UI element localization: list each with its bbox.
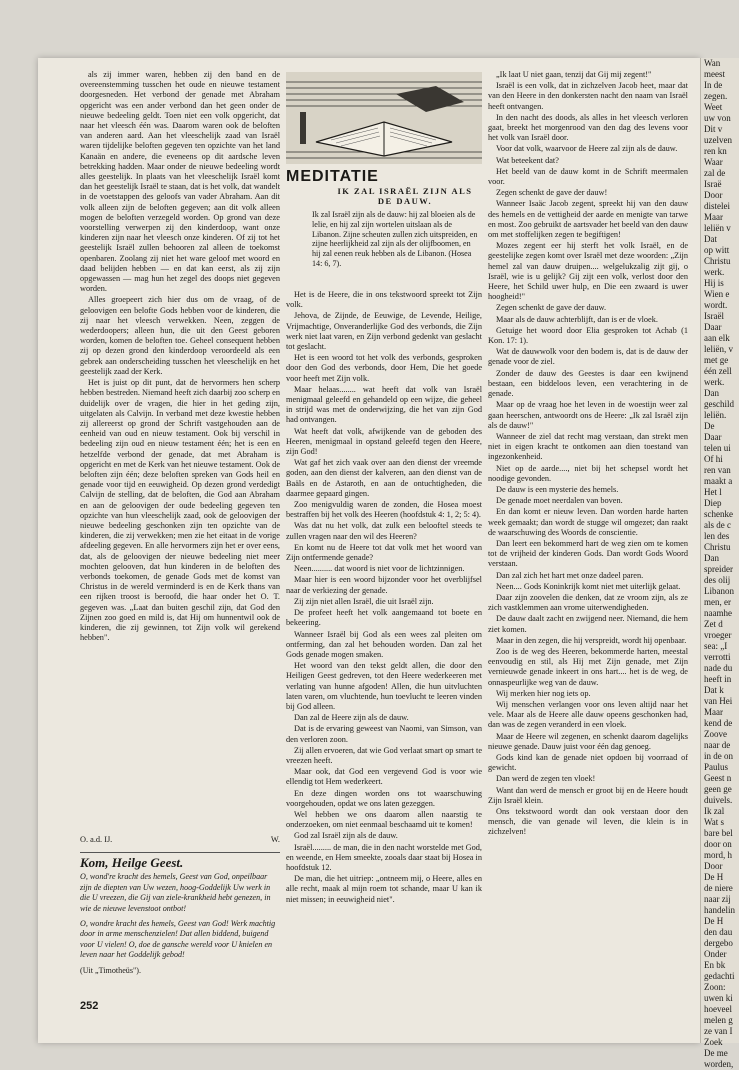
edge-text-fragment: Wan bbox=[704, 58, 721, 68]
edge-text-fragment: geschild bbox=[704, 399, 734, 409]
signature-initials: O. a.d. IJ. bbox=[80, 835, 113, 844]
paragraph: Zegen schenkt de gave der dauw. bbox=[496, 303, 607, 313]
edge-text-fragment: men, er bbox=[704, 597, 731, 607]
paragraph: Wat beteekent dat? bbox=[496, 155, 559, 165]
edge-text-fragment: De bbox=[704, 421, 715, 431]
edge-text-fragment: In de bbox=[704, 80, 723, 90]
edge-text-fragment: leliën. bbox=[704, 410, 727, 420]
edge-text-fragment: sea: „I bbox=[704, 641, 728, 651]
edge-text-fragment: telen ui bbox=[704, 443, 731, 453]
paragraph: Voor dat volk, waarvoor de Heere zal zijn als de dauw. bbox=[496, 144, 678, 154]
paragraph: Dan zal zich het hart met onze dadeel paren. bbox=[496, 570, 644, 580]
edge-text-fragment: Maar bbox=[704, 707, 723, 717]
edge-text-fragment: uw von bbox=[704, 113, 731, 123]
paragraph: Israël......... de man, die in den nacht worstelde met God, en weende, en Hem smeekte, zooals daar staat bij Hosea in hoofdstuk 12. bbox=[286, 842, 482, 872]
edge-text-fragment: ze van I bbox=[704, 1026, 733, 1036]
article-signature bbox=[80, 835, 280, 844]
paragraph: Wanneer de ziel dat recht mag verstaan, dan strekt men niet in eigen kracht te ontkomen aan dien toestand van ingezonkenheid. bbox=[488, 431, 688, 462]
edge-text-fragment: met ge bbox=[704, 355, 729, 365]
edge-text-fragment: naamhe bbox=[704, 608, 732, 618]
edge-text-fragment: Waar bbox=[704, 157, 723, 167]
edge-text-fragment: meest bbox=[704, 69, 725, 79]
edge-text-fragment: uzelven bbox=[704, 135, 732, 145]
edge-text-fragment: Zoove bbox=[704, 729, 727, 739]
paragraph: De genade moet neerdalen van boven. bbox=[496, 496, 623, 506]
edge-text-fragment: Wien e bbox=[704, 289, 730, 299]
edge-text-fragment: Onder bbox=[704, 949, 727, 959]
edge-text-fragment: melen g bbox=[704, 1015, 733, 1025]
paragraph: Gods kind kan de genade niet opdoen bij voorraad of gewicht. bbox=[488, 753, 688, 773]
poem-title: Kom, Heilge Geest. bbox=[80, 855, 184, 870]
paragraph: God zal Israël zijn als de dauw. bbox=[294, 831, 398, 841]
edge-text-fragment: Dit v bbox=[704, 124, 723, 134]
paragraph: Neen.... Gods Koninkrijk komt niet met uiterlijk gelaat. bbox=[496, 581, 681, 591]
edge-text-fragment: in de on bbox=[704, 751, 733, 761]
paragraph: Het is de Heere, die in ons tekstwoord spreekt tot Zijn volk. bbox=[286, 290, 482, 310]
edge-text-fragment: Paulus bbox=[704, 762, 729, 772]
paragraph: En dan komt er nieuw leven. Dan worden harde harten week gemaakt; dan wordt de stugge wil omgezet; dan raakt de waarschuwing des Woords de conscientie. bbox=[488, 507, 688, 537]
edge-text-fragment: Wat s bbox=[704, 817, 725, 827]
paragraph: In den nacht des doods, als alles in het vleesch verloren gaat, breekt het morgenrood van den dag des levens voor het volk van Israël door. bbox=[488, 112, 688, 143]
paragraph: Maar in den zegen, die hij verspreidt, wordt hij openbaar. bbox=[496, 635, 687, 645]
edge-text-fragment: maakt a bbox=[704, 476, 733, 486]
edge-text-fragment: En bk bbox=[704, 960, 726, 970]
edge-text-fragment: op witt bbox=[704, 245, 730, 255]
paragraph: Maar hier is een woord bijzonder voor het overblijfsel naar de verkiezing der genade. bbox=[286, 575, 482, 595]
paragraph: Het is juist op dit punt, dat de hervormers hen scherp hebben bestreden. Niemand heeft zich daarbij zoo scherp en duidelijk over de vragen, die hier in het geding zijn, uitgelaten als Calvijn. In verband met deze kwestie hebben zij allereerst op grond der Schrift vastgehouden aan de eenheid van oud en nieuw testament. Ook bij verschil in bedeeling zijn oud en nieuw testament één; het is een en hetzelfde verbond der genade, dat met Abraham is opgericht en met de Kerk van het nieuwe testament. Ook de beloften zijn één; deze beloften spreken van Gods heil en genade voor tijd en eeuwigheid. Op dezen grond verdedigt Calvijn de stelling, dat de beloften, die God aan Abraham en aan de geloovigen der oude bedeeling gegeven ten opzichte van hun vleeschelijk zaad, ook de geloovigen der nieuwe bedeeling geschonken zijn ten opzichte van de kinderen, die zij verwekken; men zie het eitaat in de vorige afdeeling gegeven. En alle hervormers zijn het er over eens, dat, als de geloovigen der nieuwe bedeeling niet meer mochten gelooven, dat hun kinderen in de beloften des verbonds toekomen, de genade Gods met de komst van Christus in de wereld verminderd is en de Kerk thans van een rijken troost is beroofd, die haar onder het O. T. gegeven was. „Laat dan buiten geschil zijn, dat God den Zijnen zoo goed en mild is, dat Hij om hunnentwil ook de kinderen, die zij gewinnen, tot Zijn volk wil gerekend hebben". bbox=[80, 378, 280, 643]
edge-text-fragment: spreider bbox=[704, 564, 733, 574]
edge-text-fragment: leliën v bbox=[704, 223, 731, 233]
paragraph: Want dan werd de mensch er groot bij en de Heere houdt Zijn Israël klein. bbox=[488, 785, 688, 805]
edge-text-fragment: Ik zal bbox=[704, 806, 725, 816]
edge-text-fragment: vroeger bbox=[704, 630, 732, 640]
paragraph: Wel hebben we ons daarom allen naarstig te onderzoeken, om niet eenmaal beschaamd uit te komen! bbox=[286, 809, 482, 830]
paragraph: Zij allen ervoeren, dat wie God verlaat smart op smart te vreezen heeft. bbox=[286, 745, 482, 765]
edge-text-fragment: wordt. bbox=[704, 300, 728, 310]
open-bible-illustration bbox=[286, 72, 482, 164]
edge-text-fragment: naar de bbox=[704, 740, 731, 750]
paragraph: De profeet heeft het volk aangemaand tot boete en bekeering. bbox=[286, 608, 482, 628]
edge-text-fragment: ren van bbox=[704, 465, 731, 475]
edge-text-fragment: des olij bbox=[704, 575, 731, 585]
paragraph: Israël is een volk, dat in zichzelven Jacob heet, maar dat van den Heere in den donkersten nacht den naam van Israël heeft ontvangen. bbox=[488, 81, 688, 111]
article-column-left bbox=[80, 70, 280, 870]
edge-text-fragment: Dat k bbox=[704, 685, 724, 695]
paragraph: Was dat nu het volk, dat zulk een belooftel steeds te zullen vragen naar den wil des Heeren? bbox=[286, 521, 482, 541]
edge-text-fragment: naar zij bbox=[704, 894, 731, 904]
edge-text-fragment: verrotti bbox=[704, 652, 731, 662]
edge-text-fragment: Libanon bbox=[704, 586, 734, 596]
edge-text-fragment: Daar bbox=[704, 322, 722, 332]
paragraph: Zoo menigvuldig waren de zonden, die Hosea moest bestraffen bij het volk des Heeren (hoofdstuk 4: 1, 2; 5: 4). bbox=[286, 500, 482, 520]
edge-text-fragment: dergebo bbox=[704, 938, 733, 948]
edge-text-fragment: leliën, v bbox=[704, 344, 733, 354]
edge-text-fragment: Dan bbox=[704, 553, 719, 563]
paragraph: Mozes zegent eer hij sterft het volk Israël, en de geestelijke zegen komt over Israël met deze woorden: „Zijn hemel zal van dauw druipen.... welgelukzalig zijt gij, o Israël, wie is u gelijk? Gij zijt een volk, verlost door den Heere, het Schild uwer hulp, en Die een zwaard is uwer hoogheid!" bbox=[488, 241, 688, 302]
edge-text-fragment: als de c bbox=[704, 520, 731, 530]
edge-text-fragment: De H bbox=[704, 872, 724, 882]
edge-text-fragment: kend de bbox=[704, 718, 733, 728]
edge-text-fragment: bare bel bbox=[704, 828, 733, 838]
paragraph: Maar op de vraag hoe het leven in de woestijn weer zal gaan heerschen, antwoordt ons de Heere: „Ik zal Israël zijn als de dauw!" bbox=[488, 400, 688, 430]
paragraph: En komt nu de Heere tot dat volk met het woord van Zijn ontfermende genade? bbox=[286, 542, 482, 563]
edge-text-fragment: Zet d bbox=[704, 619, 723, 629]
paragraph: Het woord van den tekst geldt allen, die door den Heiligen Geest gedreven, tot den Heere wederkeeren met verlating van hunne afgoden! Allen, die hun uitvluchten laten varen, om vluchtende, hun toevlucht te leeren vinden bij God alleen. bbox=[286, 661, 482, 711]
edge-text-fragment: Door bbox=[704, 861, 723, 871]
next-page-edge bbox=[700, 58, 739, 1069]
edge-text-fragment: Door bbox=[704, 190, 723, 200]
edge-text-fragment: mord, h bbox=[704, 850, 732, 860]
paragraph: Maar helaas........ wat heeft dat volk van Israël menigmaal geleefd en gehandeld op een wijze, die geheel in strijd was met de onderwijzing, die het van zijn God had ontvangen. bbox=[286, 384, 482, 425]
paragraph: Neen.......... dat woord is niet voor de lichtzinnigen. bbox=[294, 564, 465, 574]
edge-text-fragment: Dan bbox=[704, 388, 719, 398]
paragraph: De dauw is een mysterie des hemels. bbox=[496, 484, 619, 494]
paragraph: De man, die het uitriep: „ontneem mij, o Heere, alles en alle recht, maak al mijn roem tot schande, maar U kan ik niet missen; in eeuwigheid niet". bbox=[286, 874, 482, 904]
paragraph: En deze dingen worden ons tot waarschuwing voorgehouden, opdat we ons laten gezeggen. bbox=[286, 788, 482, 808]
edge-text-fragment: Israë bbox=[704, 179, 722, 189]
edge-text-fragment: de niere bbox=[704, 883, 733, 893]
edge-text-fragment: werk. bbox=[704, 377, 725, 387]
paragraph: Alles groepeert zich hier dus om de vraag, of de geloovigen een belofte Gods hebben voor de kinderen, die zij naar het vleesch verwekken. Neen, zeggen de wederdoopers; alleen hun, die uit den Geest geboren worden, komen de beloften toe. Geheel consequent hebben zij op dezen grond den kinderdoop veroordeeld als een gebrek aan onderscheiding tusschen het vleeschelijk en het geestelijk zaad der Kerk. bbox=[80, 295, 280, 376]
paragraph: Niet op de aarde...., niet bij het schepsel wordt het noodige gevonden. bbox=[488, 463, 688, 483]
paragraph: Zonder de dauw des Geestes is daar een kwijnend bestaan, een biddeloos leven, een verachtering in de genade. bbox=[488, 368, 688, 399]
paragraph: De dauw daalt zacht en zwijgend neer. Niemand, die hem ziet komen. bbox=[488, 614, 688, 634]
paragraph: Dat is de ervaring geweest van Naomi, van Simson, van den verloren zoon. bbox=[286, 724, 482, 744]
paragraph: Zij zijn niet allen Israël, die uit Israël zijn. bbox=[294, 596, 434, 606]
edge-text-fragment: Of hi bbox=[704, 454, 723, 464]
paragraph: Wanneer Israël bij God als een wees zal pleiten om ontferming, dan zal het behouden worden. Dan zal het Gods genade mogen smaken. bbox=[286, 629, 482, 659]
poem bbox=[80, 855, 280, 981]
meditation-heading: MEDITATIE bbox=[286, 168, 379, 185]
paragraph: Wij menschen verlangen voor ons leven altijd naar het vele. Maar als de Heere alle dauw opeens geschonken had, dan was de zegen veranderd in een vloek. bbox=[488, 699, 688, 730]
paragraph: Jehova, de Zijnde, de Eeuwige, de Levende, Heilige, Vrijmachtige, Onveranderlijke God des verbonds, die Zijn werk niet laat varen, en Zijn verbond gedenkt van geslacht tot geslacht. bbox=[286, 311, 482, 352]
paragraph: Wat heeft dat volk, afwijkende van de geboden des Heeren, menigmaal in opstand geleefd tegen den Heere, zijn God! bbox=[286, 426, 482, 457]
edge-text-fragment: van Hei bbox=[704, 696, 733, 706]
signature-author: W. bbox=[270, 835, 280, 844]
edge-text-fragment: één zell bbox=[704, 366, 732, 376]
edge-text-fragment: Zoon: bbox=[704, 982, 726, 992]
edge-text-fragment: Christu bbox=[704, 256, 731, 266]
edge-text-fragment: geen ge bbox=[704, 784, 732, 794]
paragraph: Wat de dauwwolk voor den bodem is, dat is de dauw der genade voor de ziel. bbox=[488, 347, 688, 367]
paragraph: Dan werd de zegen ten vloek! bbox=[496, 774, 596, 784]
candle bbox=[300, 112, 306, 144]
edge-text-fragment: Christu bbox=[704, 542, 731, 552]
paragraph: Dan leert een bekommerd hart de weg zien om te komen tot de vrijheid der kinderen Gods. Dan wordt Gods Woord verstaan. bbox=[488, 538, 688, 569]
edge-text-fragment: Het l bbox=[704, 487, 722, 497]
edge-text-fragment: nade du bbox=[704, 663, 733, 673]
edge-text-fragment: len des bbox=[704, 531, 730, 541]
edge-text-fragment: Geest n bbox=[704, 773, 732, 783]
paragraph: Wij merken hier nog iets op. bbox=[496, 688, 591, 698]
edge-text-fragment: aan elk bbox=[704, 333, 730, 343]
paragraph: als zij immer waren, hebben zij den band en de overeenstemming tusschen het oude en nieuwe testament doorgesneden. Het verbond der genade met Abraham opgericht was een ander verbond dan het geen onder de nieuwe bedeeling geldt. Toen niet een volk opgericht, dat naar het vleesch één was. Daarom waren ook de beloften van anderen aard. Aan het vleeschelijk zaad van Israël waren tijdelijke beloften gegeven ten opzichte van het land Kanaän en andere, die eveneens op dit aardsche leven betrekking hadden. Maar onder de nieuwe bedeeling wordt alles geestelijk. In plaats van het vleeschelijk Israël komt dan het geestelijk Israël te staan, dat is het volk, dat wandelt in de voetstappen des geloofs van vader Abraham. Aan dit volk alleen zijn de beloften gegeven; aan dit volk alleen mogen de beloften verzegeld worden. Op grond van deze voorstelling verwerpen zij den kinderdoop, want onze kinderen zijn naar het vleesch onze kinderen. Of zij tot het geestelijk Israël zullen behooren zal alleen de toekomst openbaren. Zoolang zij niet het ware geloof met woord en daad belijden hebben — en dat kan eerst, als zij zijn opgewassen — mag hun het zegel des doops niet gegeven worden. bbox=[80, 70, 280, 294]
meditation-quote: Ik zal Israël zijn als de dauw: hij zal bloeien als de lelie, en hij zal zijn wortelen uitslaan als de Libanon. Zijne scheuten zullen zich uitspreiden, en zijne heerlijkheid zal zijn als der olijfboomen, en hij zal eenen reuk hebben als de Libanon. (Hosea 14: 6, 7). bbox=[312, 210, 478, 268]
edge-text-fragment: Zoek bbox=[704, 1037, 723, 1047]
edge-text-fragment: den dau bbox=[704, 927, 733, 937]
paragraph: Getuige het woord door Elia gesproken tot Achab (1 Kon. 17: 1). bbox=[488, 325, 688, 346]
section-divider bbox=[80, 852, 280, 853]
edge-text-fragment: Diep bbox=[704, 498, 722, 508]
edge-text-fragment: handelin bbox=[704, 905, 735, 915]
paragraph: Dan zal de Heere zijn als de dauw. bbox=[294, 713, 409, 723]
edge-text-fragment: worden, bbox=[704, 1059, 734, 1069]
edge-text-fragment: De me bbox=[704, 1048, 728, 1058]
paragraph: Maar ook, dat God een vergevend God is voor wie ellendig tot Hem wederkeert. bbox=[286, 767, 482, 787]
edge-text-fragment: duivels. bbox=[704, 795, 733, 805]
meditation-column bbox=[286, 290, 482, 1015]
edge-text-fragment: heeft in bbox=[704, 674, 732, 684]
paragraph: Ons tekstwoord wordt dan ook verstaan door den mensch, die van genade wil leven, die klein is in zichzelven! bbox=[488, 807, 688, 837]
paragraph: Maar de Heere wil zegenen, en schenkt daarom dagelijks nieuwe genade. Dauw juist voor één dag genoeg. bbox=[488, 731, 688, 751]
edge-text-fragment: zal de bbox=[704, 168, 726, 178]
edge-text-fragment: Israël bbox=[704, 311, 724, 321]
edge-text-fragment: uwen ki bbox=[704, 993, 733, 1003]
edge-text-fragment: Daar bbox=[704, 432, 722, 442]
paragraph: Het is een woord tot het volk des verbonds, gesproken door den God des verbonds, door Hem, Die het goede voor heeft met Zijn volk. bbox=[286, 353, 482, 383]
paragraph: Zoo is de weg des Heeren, bekommerde harten, meestal eenvoudig en stil, als Hij met Zijn genade, met Zijn vernieuwde genade inkeert in ons hart.... het is de weg, de onnaspeurlijke weg van de dauw. bbox=[488, 646, 688, 687]
edge-text-fragment: De H bbox=[704, 916, 724, 926]
paragraph: „Ik laat U niet gaan, tenzij dat Gij mij zegent!" bbox=[496, 70, 652, 79]
edge-text-fragment: distelei bbox=[704, 201, 730, 211]
edge-text-fragment: schenke bbox=[704, 509, 733, 519]
poem-stanza: O, wondre kracht des hemels, Geest van God! Werk machtig door in arme menschenzielen! Dat allen biddend, buigend voor U vielen! O, doe de gansche wereld voor U knielen en leven naar het Goddelijk gebod! bbox=[80, 919, 276, 960]
paragraph: Het beeld van de dauw komt in de Schrift meermalen voor. bbox=[488, 166, 688, 187]
paragraph: Daar zijn zoovelen die denken, dat ze vroom zijn, als ze zich vastklemmen aan vrome uiterwendigheden. bbox=[488, 592, 688, 613]
poem-stanza: O, wond're kracht des hemels, Geest van God, onpeilbaar zijn de diepten van Uw wezen, hoog-Goddelijk Uw werk in die U vreezen, die Gij van ziele-krankheid hebt genezen, in wie de nieuwe levenstoot ontbot! bbox=[80, 872, 271, 913]
edge-text-fragment: werk. bbox=[704, 267, 725, 277]
edge-text-fragment: Maar bbox=[704, 212, 723, 222]
paragraph: Wat gaf het zich vaak over aan den dienst der vreemde goden, aan den dienst der kalveren, aan den dienst van de Baäls en de Astaroth, en aan de ontuchtigheden, die daarmee gepaard gingen. bbox=[286, 458, 482, 498]
edge-text-fragment: Dat bbox=[704, 234, 717, 244]
edge-text-fragment: door on bbox=[704, 839, 732, 849]
edge-text-fragment: Weet bbox=[704, 102, 723, 112]
paragraph: Wanneer Isaäc Jacob zegent, spreekt hij van den dauw des hemels en de vettigheid der aarde en menigte van tarwe en most. Zoo gebruikt de aartsvader het beeld van den dauw om met stoffelijken zegen te begiftigen! bbox=[488, 199, 688, 240]
meditation-column-right bbox=[488, 70, 688, 1015]
meditation-subtitle: IK ZAL ISRAËL ZIJN ALS DE DAUW. bbox=[337, 186, 473, 206]
paragraph: Zegen schenkt de gave der dauw! bbox=[496, 188, 608, 198]
page-number: 252 bbox=[80, 1000, 99, 1012]
edge-text-fragment: zegen. bbox=[704, 91, 728, 101]
paragraph: Maar als de dauw achterblijft, dan is er de vloek. bbox=[496, 314, 658, 324]
edge-text-fragment: Hij is bbox=[704, 278, 724, 288]
edge-text-fragment: gedachti bbox=[704, 971, 735, 981]
edge-text-fragment: hoeveel bbox=[704, 1004, 732, 1014]
edge-text-fragment: ren kn bbox=[704, 146, 727, 156]
poem-source: (Uit „Timotheüs"). bbox=[80, 965, 142, 975]
